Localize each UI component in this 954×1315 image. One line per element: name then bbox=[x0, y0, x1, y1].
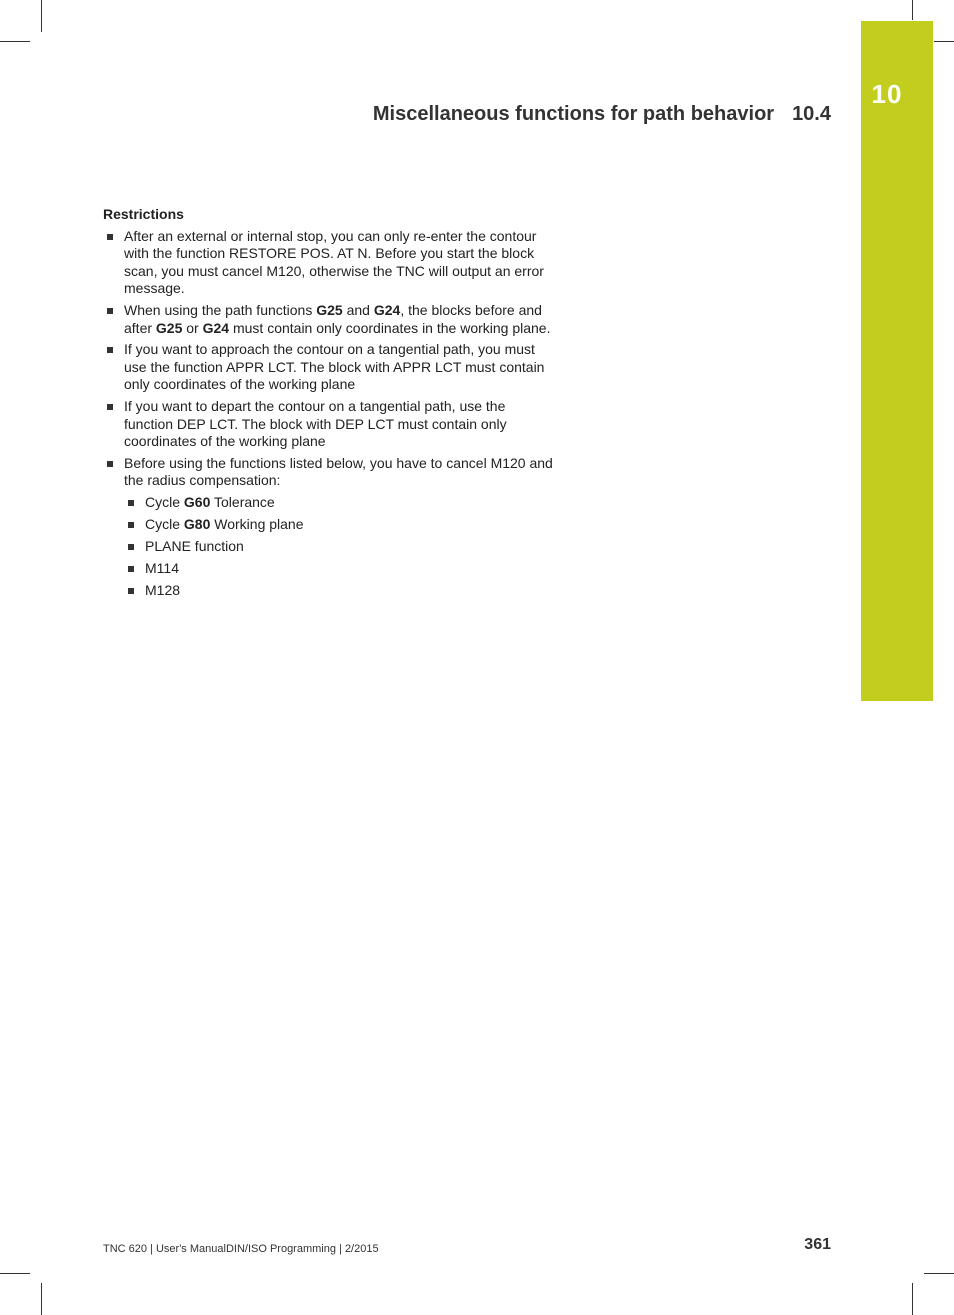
square-bullet-icon bbox=[128, 544, 134, 550]
page-number: 361 bbox=[804, 1236, 831, 1253]
list-item-text: After an external or internal stop, you can only re-enter the contour with the function RESTORE POS. AT N. Before you start the block scan, you must cancel M120, otherwise the TNC will output an error message. bbox=[124, 227, 544, 297]
square-bullet-icon bbox=[128, 500, 134, 506]
sub-list-item-text: M128 bbox=[145, 581, 181, 598]
square-bullet-icon bbox=[128, 522, 134, 528]
list-item-text: Before using the functions listed below, you have to cancel M120 and the radius compensation: bbox=[124, 454, 553, 489]
chapter-tab bbox=[861, 21, 933, 701]
code-g24: G24 bbox=[373, 301, 401, 318]
text-fragment: Working plane bbox=[210, 515, 304, 532]
crop-mark-top-right-horizontal bbox=[934, 41, 954, 42]
list-item-text: If you want to depart the contour on a tangential path, use the function DEP LCT. The block with DEP LCT must contain only coordinates of the working plane bbox=[124, 397, 507, 450]
list-item bbox=[103, 302, 553, 337]
restrictions-list bbox=[103, 228, 553, 600]
section-heading: Restrictions bbox=[103, 206, 184, 222]
square-bullet-icon bbox=[107, 347, 113, 353]
list-item bbox=[103, 398, 553, 451]
chapter-number: 10 bbox=[871, 79, 903, 109]
text-fragment: must contain only coordinates in the working plane. bbox=[229, 319, 551, 336]
main-content bbox=[103, 206, 553, 604]
list-item bbox=[103, 455, 553, 600]
crop-mark-top-left-vertical bbox=[41, 0, 42, 32]
crop-mark-top-right-vertical bbox=[912, 0, 913, 20]
list-item-text: If you want to approach the contour on a tangential path, you must use the function APPR LCT. The block with APPR LCT must contain only coordinates of the working plane bbox=[124, 341, 545, 393]
code-g25: G25 bbox=[316, 301, 343, 318]
crop-mark-bottom-left-vertical bbox=[41, 1283, 42, 1315]
list-item-text bbox=[124, 302, 550, 336]
crop-mark-bottom-left-horizontal bbox=[0, 1273, 30, 1274]
sub-list bbox=[124, 494, 553, 600]
code-g24: G24 bbox=[202, 319, 230, 336]
running-header-title: Miscellaneous functions for path behavior bbox=[372, 103, 775, 125]
text-fragment: When using the path functions bbox=[124, 301, 317, 318]
text-fragment: Tolerance bbox=[210, 493, 275, 510]
sub-list-item bbox=[124, 516, 553, 534]
text-fragment: or bbox=[182, 319, 203, 336]
text-fragment: and bbox=[342, 301, 374, 318]
code-g25: G25 bbox=[155, 319, 183, 336]
square-bullet-icon bbox=[107, 234, 113, 240]
sub-list-item-text: M114 bbox=[145, 559, 179, 576]
running-header bbox=[300, 103, 831, 126]
footer-text: TNC 620 | User's ManualDIN/ISO Programming | 2/2015 bbox=[103, 1243, 379, 1255]
code-g80: G80 bbox=[183, 515, 211, 532]
sub-list-item-text: PLANE function bbox=[145, 537, 244, 554]
text-fragment: Cycle bbox=[145, 515, 184, 532]
text-fragment: , the blocks before and after bbox=[124, 301, 542, 336]
square-bullet-icon bbox=[107, 308, 113, 314]
code-g60: G60 bbox=[183, 493, 211, 510]
crop-mark-bottom-right-horizontal bbox=[924, 1273, 954, 1274]
square-bullet-icon bbox=[128, 566, 134, 572]
sub-list-item bbox=[124, 538, 553, 556]
square-bullet-icon bbox=[107, 404, 113, 410]
text-fragment: Cycle bbox=[145, 493, 184, 510]
square-bullet-icon bbox=[107, 461, 113, 467]
list-item bbox=[103, 341, 553, 394]
crop-mark-top-left-horizontal bbox=[0, 41, 30, 42]
sub-list-item bbox=[124, 560, 553, 578]
sub-list-item bbox=[124, 582, 553, 600]
sub-list-item bbox=[124, 494, 553, 512]
crop-mark-bottom-right-vertical bbox=[912, 1283, 913, 1315]
square-bullet-icon bbox=[128, 588, 134, 594]
running-header-section-number: 10.4 bbox=[792, 103, 831, 125]
list-item bbox=[103, 228, 553, 298]
